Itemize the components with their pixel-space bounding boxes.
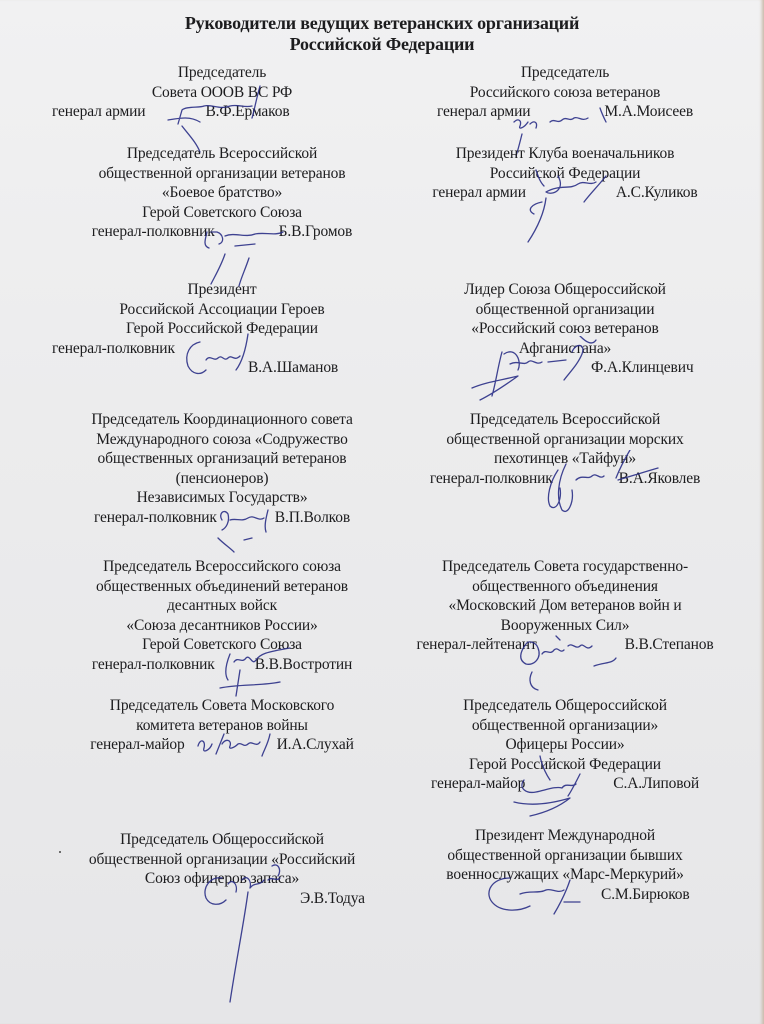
position-line: Герой Российской Федерации <box>126 320 318 337</box>
signatory-block-todua <box>52 830 392 908</box>
position-line: общественной организации ветеранов <box>98 164 346 182</box>
position-line: Союз офицеров запаса» <box>144 870 300 887</box>
rank-label: генерал армии <box>432 184 526 201</box>
signature-line <box>52 222 392 242</box>
signatory-block-volkov <box>52 410 392 527</box>
position-line: Герой Российской Федерации <box>469 755 661 773</box>
signatory-name: В.А.Шаманов <box>248 359 339 376</box>
position-line: военнослужащих «Марс-Меркурий» <box>446 866 684 883</box>
signature-line <box>52 655 392 675</box>
signatory-name: В.В.Степанов <box>624 636 714 653</box>
signature-line <box>400 183 730 203</box>
position-line: Российской Федерации <box>489 164 641 182</box>
signatory-block-kulikov <box>400 144 730 203</box>
position-line: Независимых Государств» <box>136 489 308 506</box>
position-line: Президент Клуба военачальников <box>455 145 675 162</box>
position-line: Председатель Общероссийской <box>120 831 324 848</box>
position-line: (пенсионеров) <box>175 469 269 487</box>
document-title <box>0 13 764 55</box>
rank-label: генерал-майор <box>430 775 526 792</box>
position-line: пехотинцев «Тайфун» <box>493 450 637 467</box>
signatory-name: М.А.Моисеев <box>604 103 694 120</box>
signature-line <box>400 885 730 905</box>
position-line: Афганистана» <box>518 339 612 357</box>
signatory-name: Б.В.Громов <box>278 223 353 240</box>
rank-label: генерал-полковник <box>429 469 553 487</box>
position-line: общественных организаций ветеранов <box>97 450 347 467</box>
signatory-name: В.В.Востротин <box>254 655 353 673</box>
signature-line <box>52 339 392 359</box>
signatory-name: С.А.Липовой <box>613 775 700 792</box>
paper-speck <box>59 851 61 853</box>
position-line: Председатель <box>177 64 267 81</box>
signatory-block-shamanov <box>52 280 392 378</box>
position-line: Председатель Совета Московского <box>109 697 335 714</box>
position-line: Президент <box>187 281 257 298</box>
signature-line <box>400 358 730 378</box>
position-line: «Московский Дом ветеранов войн и <box>448 597 682 614</box>
position-line: «Российский союз ветеранов <box>471 320 659 337</box>
signature-line <box>400 635 730 655</box>
position-line: общественной организации <box>475 300 655 318</box>
signatory-block-stepanov <box>400 557 730 655</box>
title-line-1: Руководители ведущих ветеранских организаций <box>184 13 580 33</box>
position-line: «Союза десантников России» <box>126 616 318 634</box>
position-line: комитета ветеранов войны <box>136 716 308 734</box>
signatory-block-gromov <box>52 144 392 242</box>
position-line: Герой Советского Союза <box>142 636 302 653</box>
signatory-name: А.С.Куликов <box>615 184 698 201</box>
signature-line <box>52 508 392 528</box>
position-line: Офицеры России» <box>505 736 625 753</box>
signatory-name: С.М.Бирюков <box>601 885 690 903</box>
signatory-block-klintsevich <box>400 280 730 378</box>
signatory-name: В.П.Волков <box>274 508 351 526</box>
position-line: общественной организации» <box>471 716 659 734</box>
signature-line <box>400 774 730 794</box>
signature-line <box>52 102 392 122</box>
position-line: Российского союза ветеранов <box>469 83 661 101</box>
signatory-block-yakovlev <box>400 410 730 488</box>
position-line: общественной организации «Российский <box>88 850 356 868</box>
position-line: Председатель Координационного совета <box>91 411 353 428</box>
rank-label: генерал-лейтенант <box>416 636 537 653</box>
signatory-block-lipovoi <box>400 696 730 794</box>
signatory-block-slukhai <box>52 696 392 755</box>
signatory-name: Э.В.Тодуа <box>300 889 365 907</box>
position-line: общественной организации бывших <box>447 846 683 864</box>
signatory-name: В.Ф.Ермаков <box>205 103 290 120</box>
signatory-name: В.А.Яковлев <box>618 469 701 487</box>
signatory-name: Ф.А.Клинцевич <box>591 359 694 376</box>
position-line: Лидер Союза Общероссийской <box>464 281 666 298</box>
position-line: общественного объединения <box>472 577 658 595</box>
title-line-2: Российской Федерации <box>289 34 475 54</box>
position-line: Вооруженных Сил» <box>500 616 630 634</box>
position-line: Председатель Всероссийской <box>126 145 318 162</box>
signatory-block-ermakov <box>52 63 392 122</box>
rank-label: генерал-полковник <box>91 655 215 673</box>
position-line: общественных объединений ветеранов <box>96 577 348 595</box>
position-line: «Боевое братство» <box>161 184 283 201</box>
signature-line <box>52 735 392 755</box>
position-line: Председатель Общероссийской <box>463 697 667 714</box>
rank-label: генерал-полковник <box>52 339 175 357</box>
position-line: Председатель Всероссийской <box>469 411 661 428</box>
signature-line <box>52 358 392 378</box>
position-line: Совета ОООВ ВС РФ <box>151 83 293 101</box>
position-line: Российской Ассоциации Героев <box>119 300 325 318</box>
rank-label: генерал-полковник <box>91 223 215 240</box>
rank-label: генерал-полковник <box>93 508 217 526</box>
signatory-name: И.А.Слухай <box>276 736 354 753</box>
signature-line <box>400 469 730 489</box>
rank-label: генерал армии <box>436 103 531 120</box>
rank-label: генерал-майор <box>90 736 185 753</box>
position-line: Председатель Совета государственно- <box>442 558 688 575</box>
position-line: Председатель <box>520 64 610 81</box>
position-line: Герой Советского Союза <box>142 203 302 221</box>
signature-line <box>400 102 730 122</box>
position-line: Международного союза «Содружество <box>96 430 348 448</box>
signature-line <box>52 889 392 909</box>
rank-label: генерал армии <box>52 103 146 120</box>
position-line: десантных войск <box>167 597 277 614</box>
signatory-block-moiseev <box>400 63 730 122</box>
position-line: Президент Международной <box>475 827 655 844</box>
signatory-block-biryukov <box>400 826 730 904</box>
position-line: Председатель Всероссийского союза <box>103 558 341 575</box>
position-line: общественной организации морских <box>446 430 684 448</box>
signatory-block-vostrotin <box>52 557 392 674</box>
